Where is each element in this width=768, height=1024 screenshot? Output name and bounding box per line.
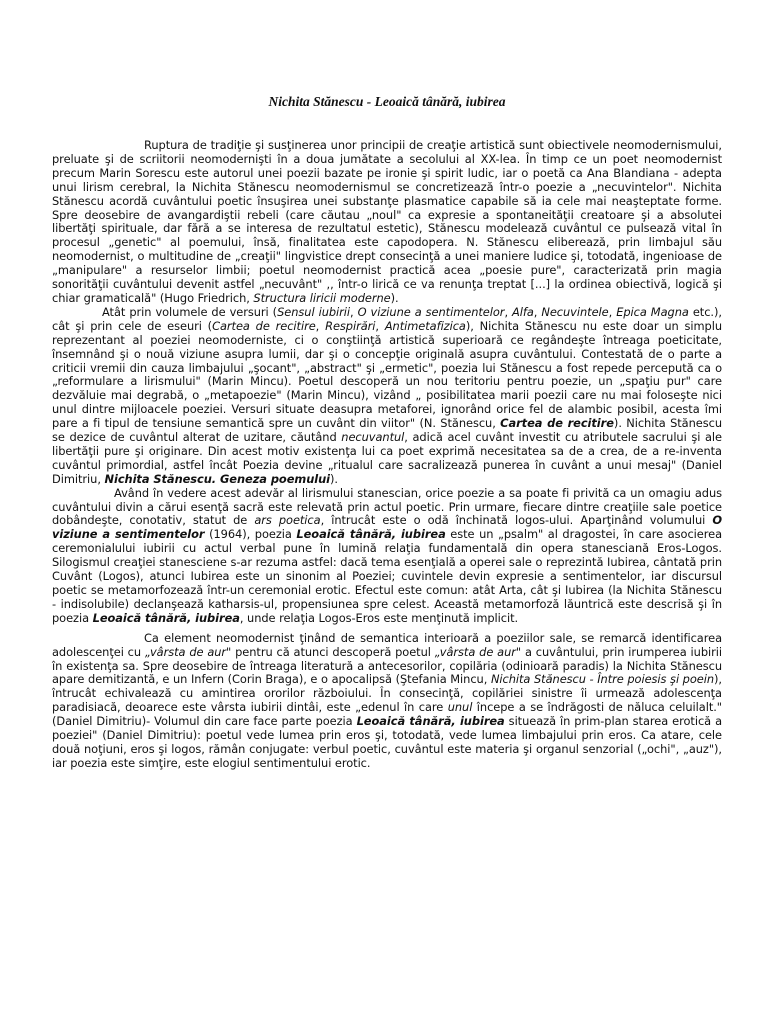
text-run: , [608, 304, 617, 319]
emphasized-title-text: Leoaică tânără, iubirea [356, 714, 505, 729]
text-run: , [504, 304, 513, 319]
italic-text: Necuvintele [541, 304, 609, 319]
text-run: , [533, 304, 542, 319]
text-run: a cuvântului, prin irumperea iubirii în existenţa sa. Spre deosebire de întreaga literatură a antecesorilor, copilăria (odinioară paradis) la Nichita Stănescu apare demitizantă, e un Infern (Corin Braga), e o apocalipsă (Ştefania Mincu, [52, 644, 722, 687]
emphasized-title-text: Leoaică tânără, iubirea [296, 527, 446, 542]
emphasized-title-text: O viziune a sentimentelor [52, 513, 722, 542]
italic-text: Cartea de recitire [212, 318, 316, 333]
emphasized-title-text: Leoaică tânără, iubirea [92, 610, 240, 625]
italic-text: Epica Magna [616, 304, 689, 319]
italic-text: Antimetafizica [384, 318, 466, 333]
text-run: , [375, 318, 385, 333]
text-run: , [315, 318, 326, 333]
text-run: este un „psalm" al dragostei, în care asocierea ceremonialului iubirii cu actul verbal pune în lumină relaţia fundamentală din opera stanesciană Eros-Logos. Silogismul creaţiei stanesciene s-ar rezuma astfel: dacă tema esenţială a operei sale o reprezintă Iubirea, cântată prin Cuvânt (Logos), atunci Iubirea este un sinonim al Poeziei; cuvintele devin expresie a sentimentelor, iar discursul poetic se metamorfozează într-un ceremonial erotic. Efectul este comun: atât Arta, cât şi Iubirea (la Nichita Stănescu - indisolubile) declanşează katharsis-ul, propensiunea spre celest. Această metamorfoză lăuntrică este descrisă şi în poezia [52, 527, 722, 625]
paragraph-4 [52, 632, 722, 771]
text-run: Având în vedere acest adevăr al lirismului stanescian, orice poezie a sa poate fi privită ca un omagiu adus cuvântului divin a cărui esenţă sacră este relevată prin actul poetic. Prin urmare, fiecare dintre creaţiile sale poetice dobândeşte, conotativ, statut de [52, 485, 722, 528]
italic-text: unul [447, 700, 473, 715]
text-run: (1964), poezia [204, 527, 297, 542]
italic-text: O viziune a sentimentelor [357, 304, 505, 319]
italic-text: ars poetica [254, 513, 321, 528]
text-run: Atât prin volumele de versuri ( [102, 304, 278, 319]
text-run: , [350, 304, 358, 319]
italic-text: Sensul iubirii [277, 304, 351, 319]
text-run: , adică acel cuvânt investit cu atributele sacrului şi ale libertăţii pure şi originare. Din acest motiv existenţa lui ca poet exprimă necesitatea sa de a crea, de a re-inventa cuvântul primordial, astfel încât Poezia devine „ritualul care sacralizează punerea în cuvânt a unui mesaj" (Daniel Dimitriu, [52, 430, 722, 486]
paragraph-1 [52, 139, 722, 306]
text-run: ), întrucât echivalează cu amintirea ororilor războiului. În consecinţă, copilăriei sinistre îi urmează adolescenţa paradisiacă, deoarece este vârsta iubirii dintâi, este „edenul în care [52, 672, 722, 715]
italic-text: Alfa [512, 304, 534, 319]
emphasized-title-text: Nichita Stănescu. Geneza poemului [104, 471, 331, 486]
italic-text: Structura liricii moderne [253, 290, 391, 305]
italic-text: Respirări [325, 318, 376, 333]
italic-text: „vârsta de aur" [144, 644, 232, 659]
text-run: ). [330, 471, 338, 486]
text-run: situează în prim-plan starea erotică a poeziei" (Daniel Dimitriu): poetul vede lumea prin eros şi, totodată, vede lumea limbajului prin eros. Ca atare, cele două noţiuni, eros şi logos, rămân conjugate: verbul poetic, cuvântul este materia şi organul senzorial („ochi", „auz"), iar poezia este simţire, este elogiul sentimentului erotic. [52, 714, 722, 770]
italic-text: necuvantul [341, 430, 405, 445]
text-run: , întrucât este o odă închinată logos-ului. Aparţinând volumului [320, 513, 713, 528]
emphasized-title-text: Cartea de recitire [500, 416, 614, 431]
text-run: ), Nichita Stănescu nu este doar un simplu reprezentant al poeziei neomoderniste, ci o conştiinţă artistică superioară ce regândeşte întreaga poeticitate, însemnând şi o nouă viziune asupra lumii, dar şi o concepţie originală asupra cuvântului. Contestată de o parte a criticii vremii din cauza limbajului „şocant", „abstract" şi „ermetic", poezia lui Stănescu a fost repede percepută ca o „reformulare a lirismului" (Marin Mincu). Poetul descoperă un nou teritoriu pentru poezie, un „spaţiu pur" care dezvăluie mai degrabă, o „metapoezie" (Marin Mincu), vizând „ posibilitatea marii poezii care nu mai foloseşte nici unul dintre mijloacele poeziei. Versuri situate deasupra metaforei, ignorând orice fel de alambic posibil, acesta îmi pare a fi tipul de tensiune semantică spre un cuvânt din viitor" (N. Stănescu, [52, 318, 722, 431]
text-run: Ruptura de tradiţie şi susţinerea unor principii de creaţie artistică sunt obiectivele neomodernismului, preluate şi de scriitorii neomodernişti în a doua jumătate a secolului al XX-lea. În timp ce un poet neomodernist precum Marin Sorescu este autorul unei poezii bazate pe ironie şi spirit ludic, iar o poetă ca Ana Blandiana - adepta unui lirism cerebral, la Nichita Stănescu neomodernismul se concretizează într-o poezie a „necuvintelor". Nichita Stănescu acordă cuvântului poetic însuşirea unei substanţe plasmatice capabile să ia cele mai neaşteptate forme. Spre deosebire de avangardiştii rebeli (care căutau „noul" ca expresie a spontaneităţii creatoare şi a absolutei libertăţi spirituale, dar fără a se interesa de rezultatul estetic), Stănescu modelează cuvântul ce pulsează vital în procesul „genetic" al poemului, însă, finalitatea este capodopera. N. Stănescu eliberează, prin limbajul său neomodernist, o multitudine de „creaţii" lingvistice drept consecinţă a unei maniere ludice şi, totodată, ingenioase de „manipulare" a resurselor limbii; poetul neomodernist practică acea „poesie pure", caracterizată prin magia sonorităţii cuvântului devenit astfel „necuvânt" ,, într-o lirică ce va renunţa treptat [...] la ordinea obiectivă, logică şi chiar gramaticală" (Hugo Friedrich, [52, 138, 722, 305]
paragraph-2 [52, 306, 722, 487]
text-run: , unde relaţia Logos-Eros este menţinută implicit. [239, 610, 519, 625]
text-run: ). [390, 290, 399, 305]
paragraph-3 [52, 487, 722, 626]
document-body [52, 139, 722, 771]
text-run: etc.), cât şi prin cele de eseuri ( [52, 304, 722, 333]
text-run: Ca element neomodernist ţinând de semantica interioară a poeziilor sale, se remarcă identificarea adolescenţei cu [52, 630, 722, 659]
text-run: începe a se îndrăgosti de năluca celuilalt." (Daniel Dimitriu)- Volumul din care face parte poezia [52, 700, 722, 729]
italic-text: „vârsta de aur" [434, 644, 522, 659]
italic-text: Nichita Stănescu - Între poiesis şi poein [490, 672, 715, 687]
text-run: pentru că atunci descoperă poetul [231, 644, 435, 659]
document-title: Nichita Stănescu - Leoaică tânără, iubirea [268, 94, 506, 109]
text-run: ). Nichita Stănescu se dezice de cuvântul alterat de uzitare, căutând [52, 416, 722, 445]
